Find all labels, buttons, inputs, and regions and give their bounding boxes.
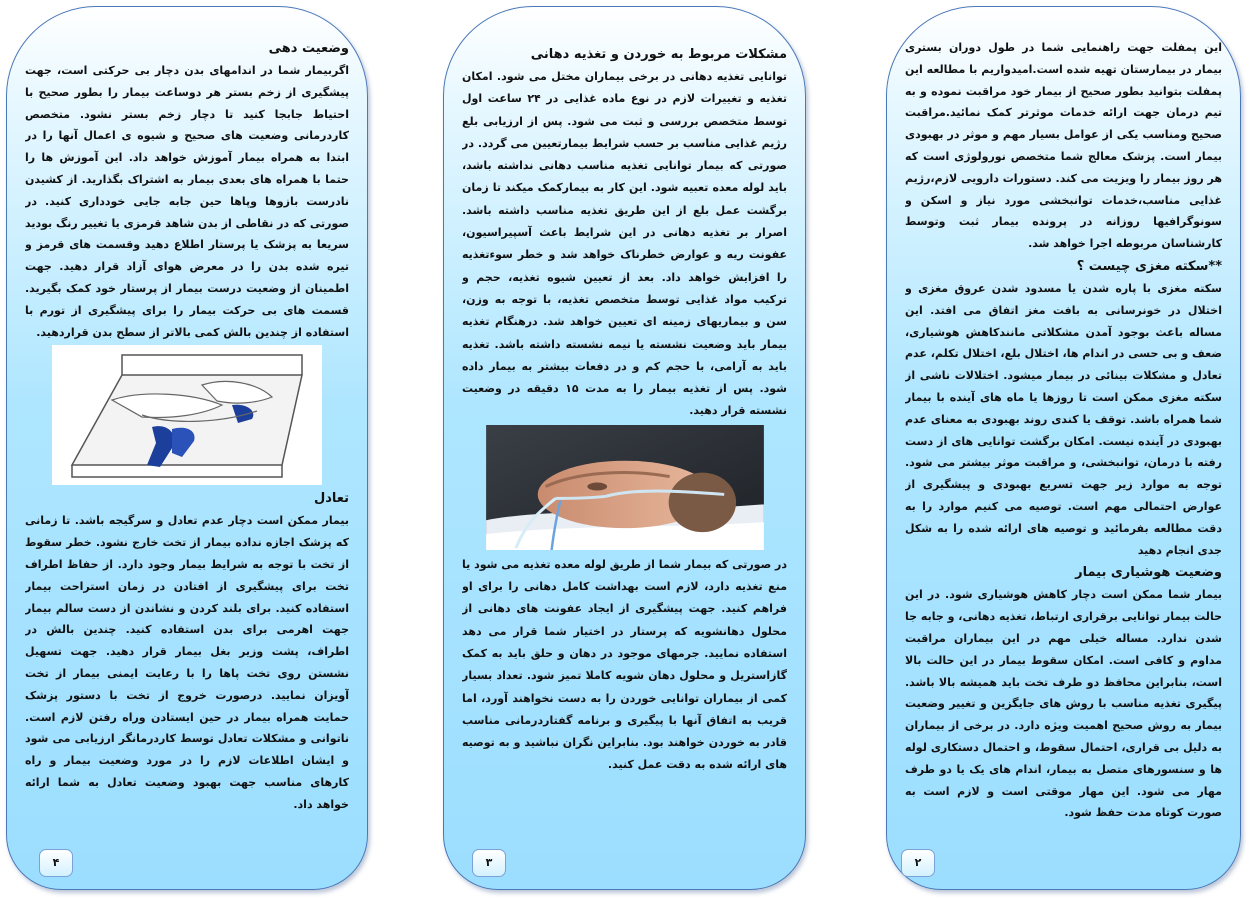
balance-paragraph: بیمار ممکن است دچار عدم تعادل و سرگیجه باشد. تا زمانی که پزشک اجازه نداده بیمار از تخت خارج نشود. خطر سقوط از تخت با توجه به شرایط بیمار وجود دارد. از حفاظ اطراف تخت برای پیشگیری از افتادن در زمان استراحت بیمار استفاده کنید. برای بلند کردن و نشاندن از دست سالم بیمار جهت اهرمی برای بدن استفاده کنید. چندین بالش در اطراف، پشت وزیر بغل بیمار قرار دهید. جهت تسهیل نشستن روی تخت پاها را با رعایت ایمنی بیمار از تخت آویزان نمایید. درصورت خروج از تخت با دستور پزشک حمایت همراه بیمار در حین ایستادن وراه رفتن لازم است. ناتوانی و مشکلات تعادل توسط کاردرمانگر ارزیابی می شود و ایشان اطلاعات لازم را در مورد وضعیت بیمار و راه کارهای مناسب جهت بهبود وضعیت تعادل به شما ارائه خواهد داد. bbox=[25, 514, 349, 811]
consciousness-heading: وضعیت هوشیاری بیمار bbox=[1075, 565, 1222, 581]
positioning-heading: وضعیت دهی bbox=[268, 41, 349, 56]
stroke-heading: **سکته مغزی چیست ؟ bbox=[1076, 258, 1222, 274]
panel-content bbox=[25, 37, 349, 839]
stroke-paragraph: سکته مغزی با پاره شدن یا مسدود شدن عروق مغزی و اختلال در خونرسانی به بافت مغز اتفاق می افتد. این مساله باعث بوجود آمدن مشکلاتی مانندکاهش هوشیاری، ضعف و بی حسی در اندام ها، اختلال بلع، اختلال تکلم، عدم تعادل و مشکلات بینائی در بیمار میشود. اختلالات ناشی از سکته مغزی ممکن است تا روزها یا ماه های آینده با بیمار شما همراه باشد. توقف یا کندی روند بهبودی به معنای عدم بهبودی در آینده نیست. امکان برگشت توانایی های از دست رفته با درمان، توانبخشی، و مراقبت موثر بیشتر می شود. توجه به موارد زیر جهت تسریع بهبودی و پیشگیری از عوارض احتمالی مهم است. توصیه می کنیم موارد را به دقت مطالعه بفرمائید و توصیه های ارائه شده را به شکل جدی انجام دهید bbox=[905, 281, 1222, 557]
panel-content bbox=[462, 43, 787, 839]
panel-content bbox=[905, 37, 1222, 839]
page-number-badge: ۲ bbox=[901, 849, 935, 877]
page-number-badge: ۴ bbox=[39, 849, 73, 877]
brochure-panel-page-2 bbox=[886, 6, 1241, 890]
patient-nasal-tube-photo bbox=[486, 425, 764, 550]
brochure-panel-page-3 bbox=[443, 6, 806, 890]
page-number-badge: ۳ bbox=[472, 849, 506, 877]
feeding-paragraph: توانایی تغذیه دهانی در برخی بیماران مختل می شود. امکان تغذیه و تغییرات لازم در نوع ماده غذایی در ۲۴ ساعت اول توسط متخصص بررسی و ثبت می شود. پس از ارزیابی بلع رژیم غذایی مناسب بر حسب شرایط بیمارتعیین می گردد. در صورتی که بیمار توانایی تغذیه مناسب دهانی نداشته باشد، باید لوله معده تعبیه شود. این کار به بیمارکمک میکند تا زمان برگشت عمل بلع از این طریق تغذیه مناسب داشته باشد. اصرار بر تغذیه دهانی در این شرایط باعث آسپیراسیون، عفونت ریه و عوارض خطرناک خواهد شد و خطر سوءتغذیه را افزایش خواهد داد. بعد از تعیین شیوه تغذیه، حجم و ترکیب مواد غذایی توسط متخصص تغذیه، با توجه به وزن، سن و بیماریهای زمینه ای تعیین خواهد شد. درهنگام تغذیه بیمار باید وضعیت نشسته یا نیمه نشسته داشته باشد. تغذیه باید به آرامی، با حجم کم و در دفعات بیشتر به بیمار داده شود. پس از تغذیه بیمار را به مدت ۱۵ دقیقه در وضعیت نشسته قرار دهید. bbox=[462, 70, 787, 418]
brochure-panel-page-4 bbox=[6, 6, 368, 890]
positioning-paragraph: اگربیمار شما در اندامهای بدن دچار بی حرکتی است، جهت پیشگیری از زخم بستر هر دوساعت بیمار را بطور صحیح با احتیاط جابجا کنید تا دچار زخم بستر نشود. متخصص کاردرمانی وضعیت های صحیح و شیوه ی اعمال آنها را در ابتدا به همراه بیمار آموزش خواهد داد. این آموزش ها را حتما با همراه های بعدی بیمار به اشتراک بگذارید. از کشیدن نادرست بازوها وپاها حین جابه جایی خودداری کنید. در صورتی که در نقاطی از بدن شاهد قرمزی یا تغییر رنگ بودید سریعا به پزشک یا پرستار اطلاع دهید وقسمت های قرمز و تیره شده بدن را در معرض هوای آزاد قرار دهید. جهت اطمینان از وضعیت درست بیمار از پرستار خود کمک بگیرید. قسمت های بی حرکت بیمار را برای پیشگیری از تورم با استفاده از چندین بالش کمی بالاتر از سطح بدن قراردهید. bbox=[25, 64, 349, 339]
oral-hygiene-paragraph: در صورتی که بیمار شما از طریق لوله معده تغذیه می شود یا منع تغذیه دارد، لازم است بهداشت کامل دهانی را برای او فراهم کنید. جهت پیشگیری از ایجاد عفونت های دهانی از محلول دهانشویه که پرستار در اختیار شما قرار می دهد استفاده نمایید. جرمهای موجود در دهان و حلق باید به کمک گازاستریل و محلول دهان شویه کاملا تمیز شود. تعداد بسیار کمی از بیماران توانایی خوردن را به دست نخواهند آورد، اما قریب به اتفاق آنها با پیگیری و برنامه گفتاردرمانی مناسب قادر به خوردن خواهند بود. بنابراین نگران نباشید و به توصیه های ارائه شده به دقت عمل کنید. bbox=[462, 557, 787, 772]
consciousness-paragraph: بیمار شما ممکن است دچار کاهش هوشیاری شود. در این حالت بیمار توانایی برقراری ارتباط، تغذیه دهانی، و جابه جا شدن ندارد. مساله خیلی مهم در این بیماران مراقبت مداوم و کافی است. امکان سقوط بیمار در این حالت بالا است، بنابراین محافظ دو طرف تخت باید همیشه بالا باشد. پیگیری تغذیه مناسب با روش های جایگزین و تغییر وضعیت بیمار به روش صحیح اهمیت ویژه دارد. در برخی از بیماران به دلیل بی قراری، احتمال سقوط، و احتمال دستکاری لوله ها و سنسورهای متصل به بیمار، اندام های یک یا دو طرف مهار می شود. این مهار موقتی است و لازم است به صورت کوتاه مدت حفظ شود. bbox=[905, 588, 1222, 820]
feeding-heading: مشکلات مربوط به خوردن و تغذیه دهانی bbox=[530, 47, 787, 62]
intro-paragraph: این پمفلت جهت راهنمایی شما در طول دوران بستری بیمار در بیمارستان تهیه شده است.امیدواریم با مطالعه این پمفلت بتوانید بطور صحیح از بیمار خود مراقبت نموده و به تیم درمان جهت ارائه خدمات موثرتر کمک نمائید.مراقبت صحیح ومناسب یکی از عوامل بسیار مهم و موثر در بهبودی بیمار است. پزشک معالج شما متخصص نورولوژی است که هر روز بیمار را ویزیت می کند. دستورات دارویی لازم،رژیم غذایی مناسب،خدمات توانبخشی مورد نیاز و اسکن و سونوگرافیها روزانه در پرونده بیمار ثبت وتوسط کارشناسان مربوطه اجرا خواهد شد. bbox=[905, 41, 1222, 251]
balance-heading: تعادل bbox=[313, 491, 349, 507]
bed-positioning-illustration bbox=[52, 345, 322, 485]
